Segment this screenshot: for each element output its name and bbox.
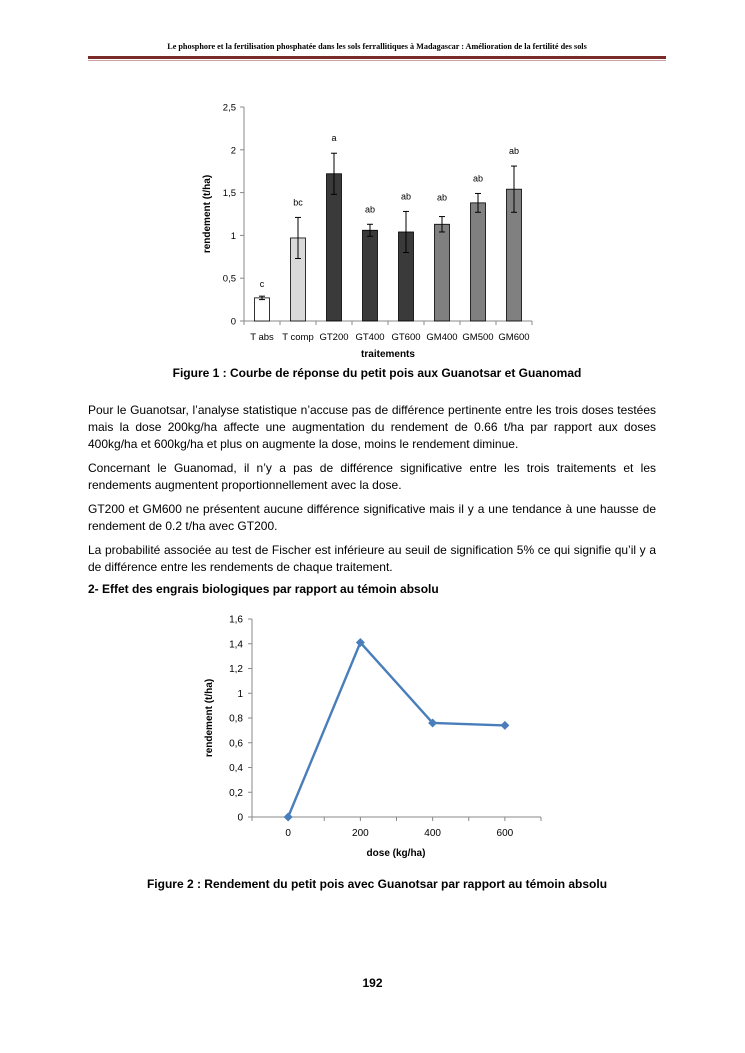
x-tick-label: T comp: [282, 332, 314, 343]
data-point-marker: [500, 721, 509, 730]
significance-letter: ab: [436, 192, 448, 203]
bar-gm500: [471, 203, 486, 321]
data-point-marker: [284, 813, 293, 822]
bar-gt200: [327, 174, 342, 321]
y-axis-title: rendement (t/ha): [202, 174, 213, 254]
y-tick-label: 2: [230, 145, 236, 157]
significance-letter: c: [259, 278, 265, 289]
significance-letter: a: [331, 133, 337, 144]
y-tick-label: 0,6: [229, 738, 243, 750]
y-tick-label: 0,5: [222, 273, 236, 285]
y-tick-label: 1,4: [229, 639, 243, 651]
series-line: [288, 643, 505, 817]
x-tick-label: GT600: [391, 332, 421, 343]
bar-t-abs: [255, 298, 270, 321]
x-axis-title: traitements: [361, 349, 415, 360]
y-tick-label: 1: [230, 230, 236, 242]
significance-letter: bc: [293, 197, 303, 208]
x-tick-label: GT200: [319, 332, 349, 343]
running-header: Le phosphore et la fertilisation phosphatée dans les sols ferrallitiques à Madagascar : Amélioration de la fertilité des sols: [167, 42, 587, 51]
paragraph-2: Concernant le Guanomad, il n’y a pas de différence significative entre les trois traitements et les rendements augmentent proportionnellement avec la dose.: [88, 461, 656, 492]
y-tick-label: 0: [237, 812, 243, 824]
y-tick-label: 1,6: [229, 614, 243, 626]
y-tick-label: 0: [230, 316, 236, 328]
paragraph-3: GT200 et GM600 ne présentent aucune différence significative mais il y a une tendance à une hausse de rendement de 0.2 t/ha avec GT200.: [88, 502, 656, 533]
x-tick-label: 0: [285, 828, 291, 839]
y-tick-label: 0,8: [229, 713, 243, 725]
x-tick-label: 200: [352, 828, 369, 839]
bar-gt400: [363, 230, 378, 321]
paragraph-4: La probabilité associée au test de Fischer est inférieure au seuil de signification 5% ce qui signifie qu’il y a de différence entre les rendements de chaque traitement.: [88, 543, 656, 574]
x-tick-label: GM500: [462, 332, 494, 343]
y-tick-label: 0,4: [229, 763, 243, 774]
y-tick-label: 0,2: [229, 787, 243, 799]
x-tick-label: T abs: [250, 332, 274, 343]
page-number: 192: [362, 976, 383, 990]
x-tick-label: 400: [424, 828, 441, 839]
y-tick-label: 1: [237, 688, 243, 700]
y-tick-label: 1,5: [222, 188, 236, 200]
x-axis-title: dose (kg/ha): [366, 848, 426, 859]
figure1-bar-chart: [0, 0, 745, 370]
significance-letter: ab: [508, 146, 520, 157]
paragraph-1: Pour le Guanotsar, l’analyse statistique n’accuse pas de différence pertinente entre les trois doses testées mais la dose 200kg/ha affecte une augmentation du rendement de 0.66 t/ha par rapport aux doses 400kg/ha et 600kg/ha et plus on augmente la dose, moins le rendement diminue.: [88, 403, 656, 451]
y-axis-title: rendement (t/ha): [204, 678, 215, 758]
x-tick-label: GT400: [355, 332, 385, 343]
x-tick-label: 600: [496, 828, 514, 839]
x-tick-label: GM400: [426, 332, 458, 343]
figure2-caption: Figure 2 : Rendement du petit pois avec Guanotsar par rapport au témoin absolu: [146, 877, 608, 891]
significance-letter: ab: [400, 191, 412, 202]
figure2-line-chart: [0, 600, 745, 870]
x-tick-label: GM600: [498, 332, 530, 343]
significance-letter: ab: [364, 204, 376, 215]
figure1-caption: Figure 1 : Courbe de réponse du petit pois aux Guanotsar et Guanomad: [172, 366, 582, 380]
significance-letter: ab: [472, 173, 484, 184]
y-tick-label: 1,2: [229, 664, 243, 675]
section-title: 2- Effet des engrais biologiques par rapport au témoin absolu: [88, 582, 439, 596]
bar-gm400: [435, 224, 450, 321]
y-tick-label: 2,5: [222, 102, 236, 114]
